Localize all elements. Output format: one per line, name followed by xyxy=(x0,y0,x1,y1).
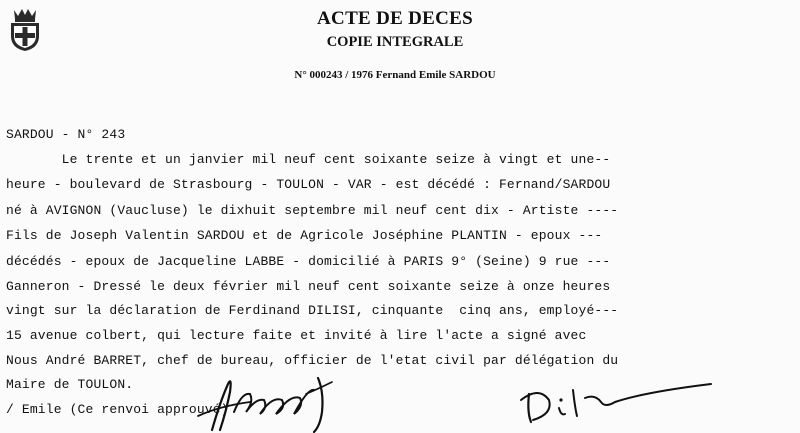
document-subtitle: COPIE INTEGRALE xyxy=(326,34,464,50)
document-title: ACTE DE DECES xyxy=(317,8,473,29)
handwritten-signature-barret xyxy=(190,372,340,433)
text-line: vingt sur la déclaration de Ferdinand DILISI, cinquante cinq ans, employé--- xyxy=(6,303,619,318)
text-line: décédés - epoux de Jacqueline LABBE - domicilié à PARIS 9° (Seine) 9 rue --- xyxy=(6,254,611,269)
text-line: 15 avenue colbert, qui lecture faite et invité à lire l'acte a signé avec xyxy=(6,328,587,343)
text-line: Fils de Joseph Valentin SARDOU et de Agricole Joséphine PLANTIN - epoux --- xyxy=(6,228,603,243)
text-line: heure - boulevard de Strasbourg - TOULON - VAR - est décédé : Fernand/SARDOU xyxy=(6,177,611,192)
text-line: né à AVIGNON (Vaucluse) le dixhuit septembre mil neuf cent dix - Artiste ---- xyxy=(6,203,619,218)
document-reference: N° 000243 / 1976 Fernand Emile SARDOU xyxy=(294,69,496,81)
text-line: Maire de TOULON. xyxy=(6,377,134,392)
text-line: Ganneron - Dressé le deux février mil neuf cent soixante seize à onze heures xyxy=(6,279,611,294)
text-line: / Emile (Ce renvoi approuvé) xyxy=(6,402,229,417)
coat-of-arms-icon xyxy=(8,6,42,52)
text-line: SARDOU - N° 243 xyxy=(6,127,126,142)
text-line: Nous André BARRET, chef de bureau, officier de l'etat civil par délégation du xyxy=(6,353,619,368)
text-line: Le trente et un janvier mil neuf cent soixante seize à vingt et une-- xyxy=(6,152,611,167)
handwritten-signature-dilisi xyxy=(515,378,725,428)
